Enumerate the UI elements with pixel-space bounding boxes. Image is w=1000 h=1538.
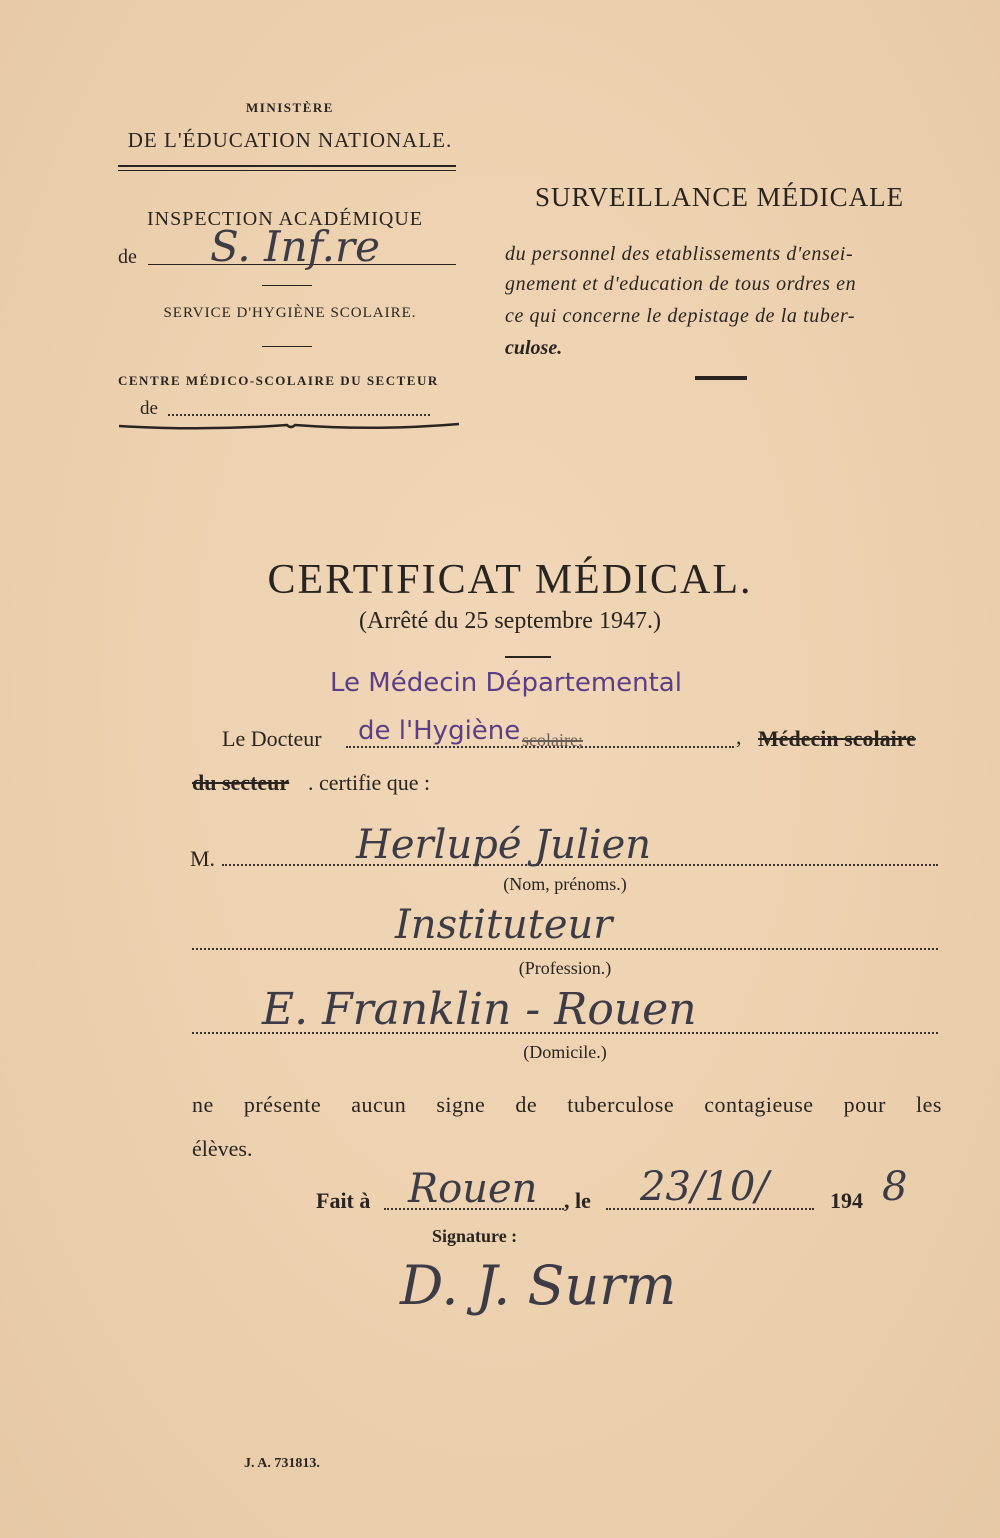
centre-dotted-line: [168, 414, 430, 416]
stamp-medecin-departemental: Le Médecin Départemental: [330, 668, 682, 698]
profession-dotted-line: [192, 948, 938, 950]
ministry-line1: MINISTÈRE: [246, 100, 334, 115]
surveillance-title: SURVEILLANCE MÉDICALE: [535, 182, 905, 212]
hygiene-service: SERVICE D'HYGIÈNE SCOLAIRE.: [163, 305, 417, 321]
surveillance-text-line4: culose.: [505, 337, 563, 359]
struck-scolaire: scolaire;: [522, 730, 583, 750]
name-caption: (Nom, prénoms.): [503, 874, 627, 894]
divider: [695, 376, 747, 380]
ornamental-rule: [115, 418, 465, 434]
statement-line1: ne présente aucun signe de tuberculose contagieuse pour les: [192, 1092, 942, 1117]
inspection-handwriting: S. Inf.re: [210, 222, 380, 271]
certificate-title: CERTIFICAT MÉDICAL.: [267, 557, 753, 603]
profession-caption: (Profession.): [518, 958, 612, 978]
le-label: , le: [564, 1188, 591, 1213]
divider: [262, 285, 312, 286]
divider: [505, 656, 551, 658]
surveillance-text-line2: gnement et d'education de tous ordres en: [505, 273, 857, 295]
fait-handwriting: Rouen: [408, 1166, 538, 1212]
divider: [118, 170, 456, 171]
centre-de-label: de: [140, 398, 158, 419]
domicile-handwriting: E. Franklin - Rouen: [262, 984, 697, 1035]
profession-handwriting: Instituteur: [395, 902, 613, 948]
date-handwriting: 23/10/: [640, 1164, 769, 1210]
centre-label: CENTRE MÉDICO-SCOLAIRE DU SECTEUR: [118, 373, 439, 388]
ministry-line2: DE L'ÉDUCATION NATIONALE.: [127, 128, 453, 152]
divider: [262, 346, 312, 347]
certificate-subtitle: (Arrêté du 25 septembre 1947.): [359, 608, 661, 634]
name-handwriting: Herlupé Julien: [356, 822, 652, 868]
struck-du-secteur: du secteur: [192, 770, 290, 795]
printer-code: J. A. 731813.: [244, 1456, 320, 1471]
year-prefix: 194: [830, 1188, 863, 1213]
signature-handwriting: D. J. Surm: [400, 1254, 677, 1317]
surveillance-text-line1: du personnel des etablissements d'ensei-: [505, 243, 854, 265]
inspection-de-label: de: [118, 246, 137, 268]
divider: [118, 165, 456, 167]
signature-label: Signature :: [432, 1226, 518, 1246]
domicile-caption: (Domicile.): [523, 1042, 607, 1062]
docteur-label: Le Docteur: [222, 726, 322, 751]
m-label: M.: [190, 846, 216, 871]
comma: ,: [736, 724, 742, 749]
statement-line2: élèves.: [192, 1136, 253, 1161]
year-handwriting: 8: [882, 1164, 908, 1210]
stamp-hygiene: de l'Hygiène: [358, 716, 521, 746]
certifie-que: . certifie que :: [308, 770, 431, 795]
surveillance-text-line3: ce qui concerne le depistage de la tuber-: [505, 305, 856, 327]
inspection-label: INSPECTION ACADÉMIQUE: [147, 208, 423, 230]
fait-label: Fait à: [316, 1188, 371, 1213]
struck-medecin-scolaire: Médecin scolaire: [758, 726, 916, 751]
